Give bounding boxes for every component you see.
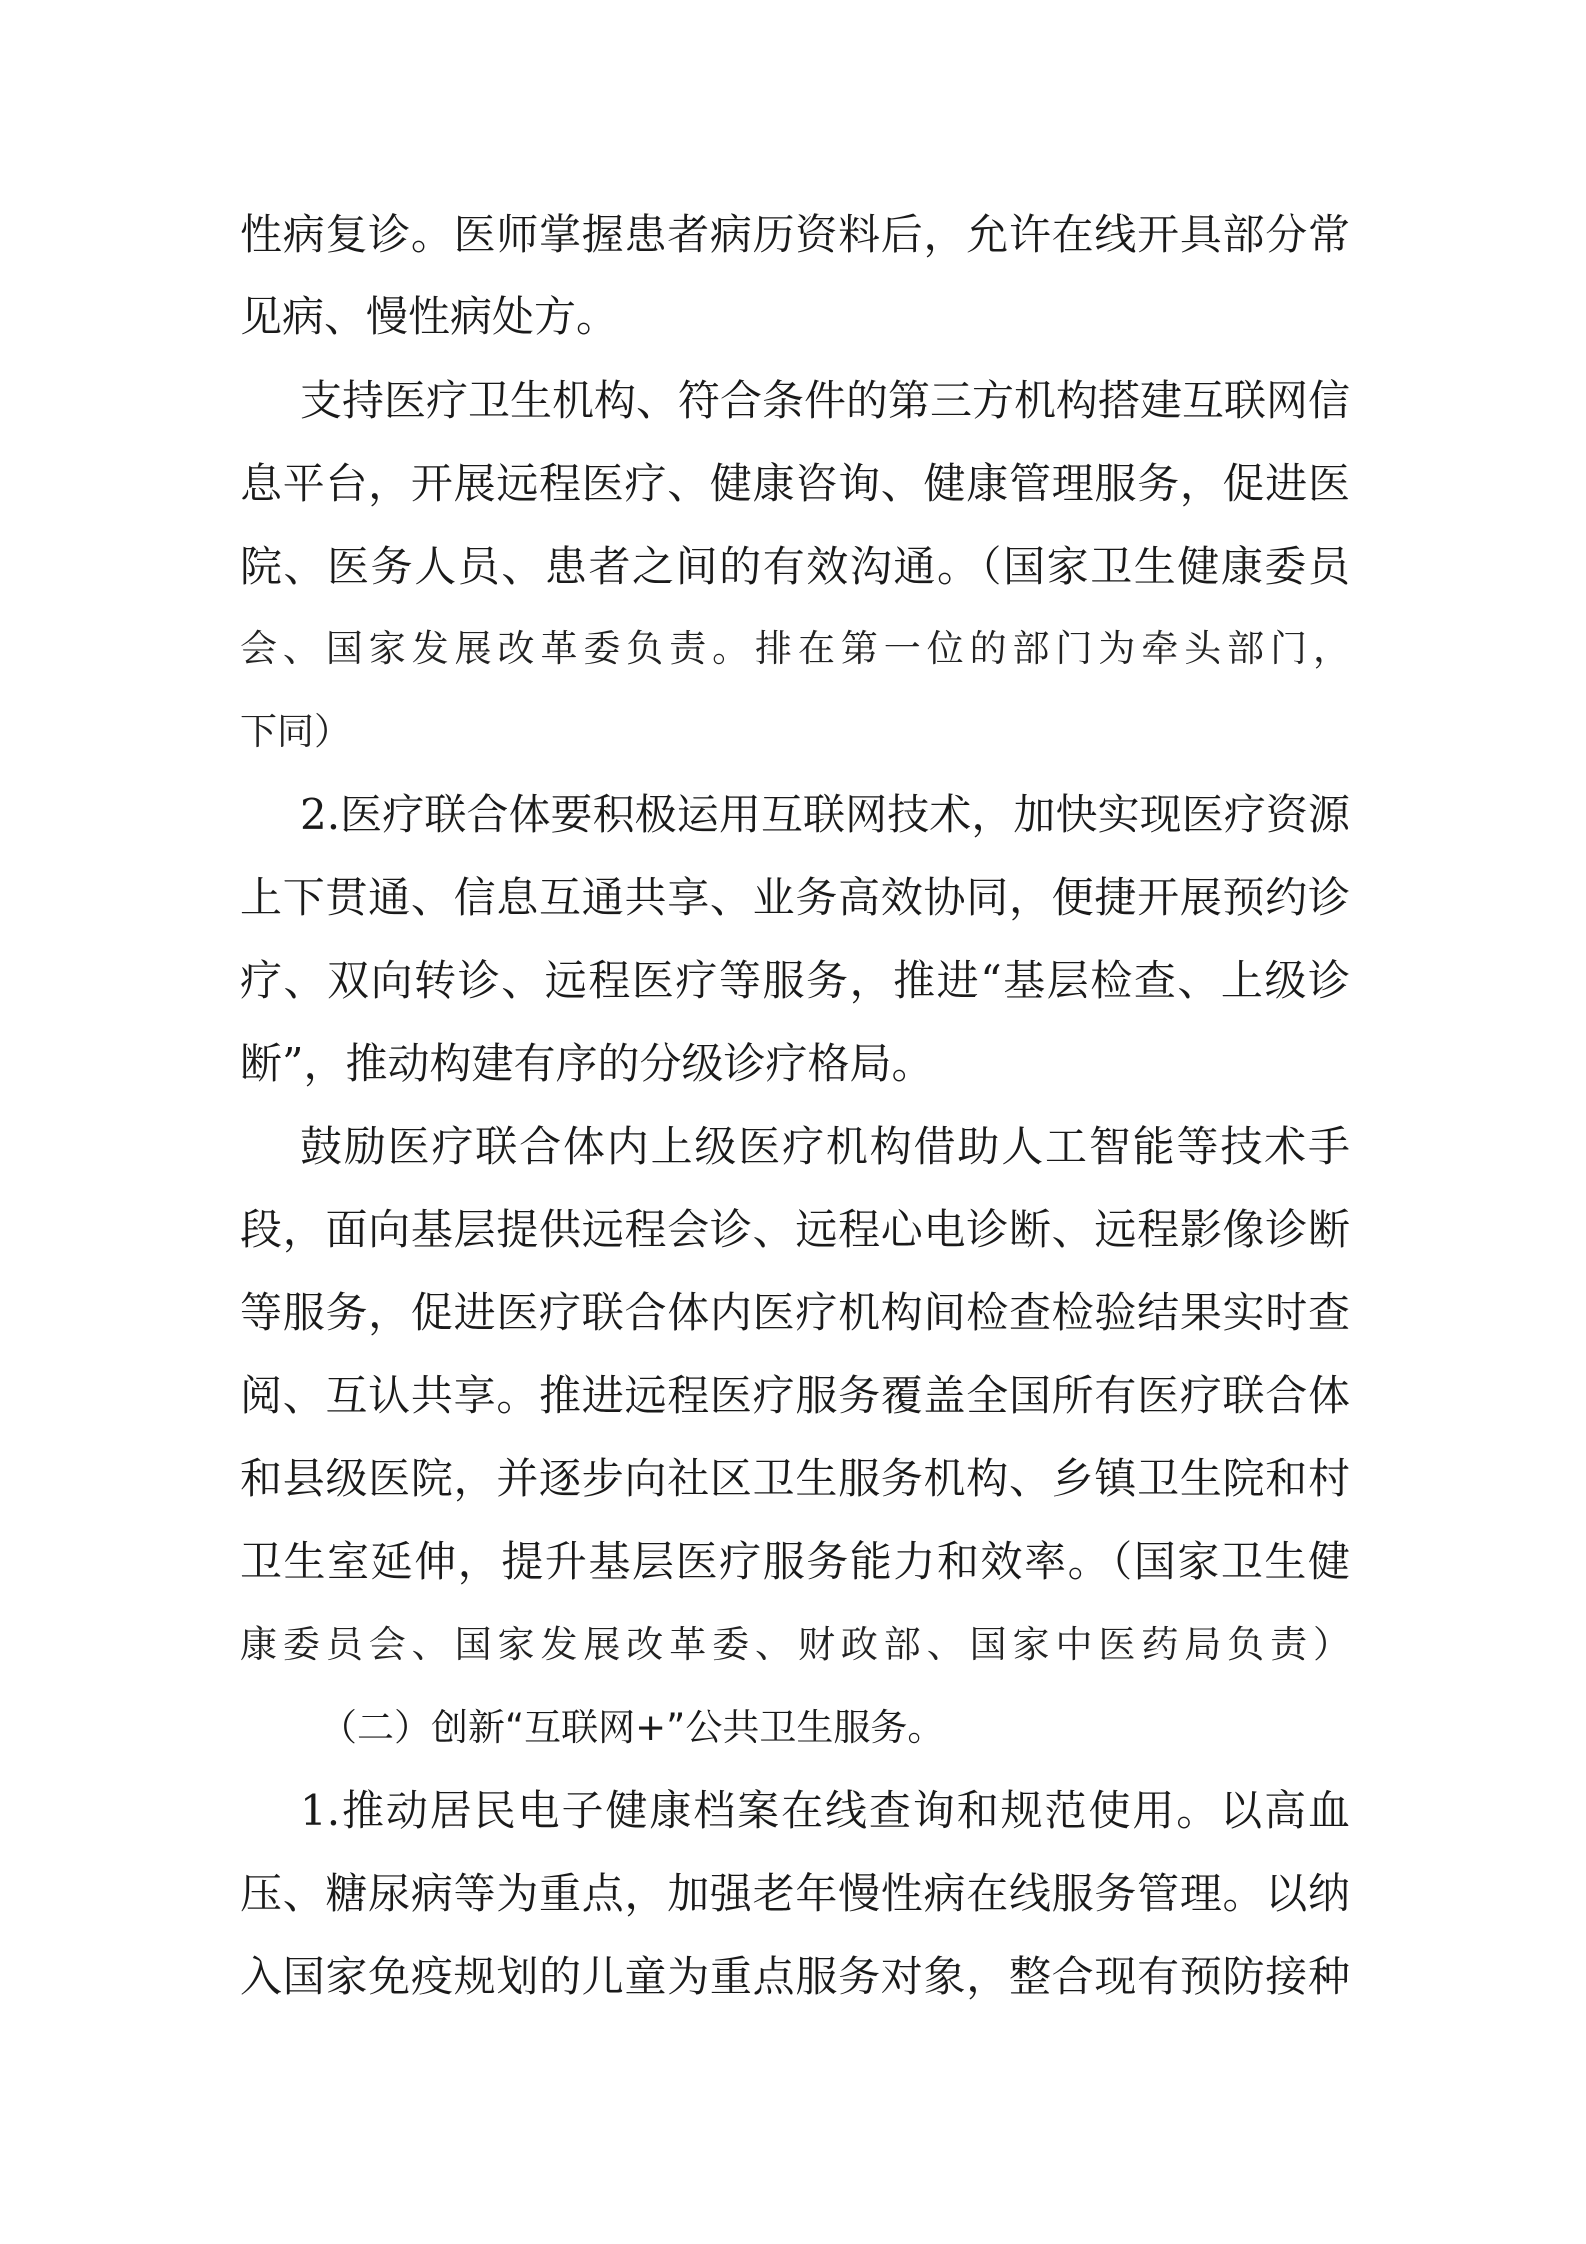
text-line: 入国家免疫规划的儿童为重点服务对象，整合现有预防接种	[240, 1952, 1350, 2001]
text-line: 见病、慢性病处方。	[240, 292, 619, 341]
text-line: 卫生室延伸，提升基层医疗服务能力和效率。（国家卫生健	[240, 1537, 1350, 1586]
text-line: 康委员会、国家发展改革委、财政部、国家中医药局负责）	[240, 1623, 1350, 1666]
text-line: 断”，推动构建有序的分级诊疗格局。	[240, 1039, 934, 1088]
text-line: 性病复诊。医师掌握患者病历资料后，允许在线开具部分常	[240, 210, 1350, 259]
text-line: 上下贯通、信息互通共享、业务高效协同，便捷开展预约诊	[240, 873, 1350, 922]
text-line: 院、医务人员、患者之间的有效沟通。（国家卫生健康委员	[240, 542, 1350, 591]
text-line: 会、国家发展改革委负责。排在第一位的部门为牵头部门，	[240, 627, 1350, 670]
text-line: 1.推动居民电子健康档案在线查询和规范使用。以高血	[300, 1786, 1350, 1835]
text-line: 息平台，开展远程医疗、健康咨询、健康管理服务，促进医	[240, 459, 1350, 508]
text-line: 下同）	[240, 710, 351, 753]
text-line: 疗、双向转诊、远程医疗等服务，推进“基层检查、上级诊	[240, 956, 1350, 1005]
text-line: 和县级医院，并逐步向社区卫生服务机构、乡镇卫生院和村	[240, 1454, 1350, 1503]
text-line: 2.医疗联合体要积极运用互联网技术，加快实现医疗资源	[300, 790, 1350, 839]
text-line: 鼓励医疗联合体内上级医疗机构借助人工智能等技术手	[300, 1122, 1350, 1171]
text-line: 压、糖尿病等为重点，加强老年慢性病在线服务管理。以纳	[240, 1869, 1350, 1918]
text-line: 支持医疗卫生机构、符合条件的第三方机构搭建互联网信	[300, 376, 1351, 425]
text-line: 等服务，促进医疗联合体内医疗机构间检查检验结果实时查	[240, 1288, 1350, 1337]
text-line: 段，面向基层提供远程会诊、远程心电诊断、远程影像诊断	[240, 1205, 1350, 1254]
section-heading: （二）创新“互联网+”公共卫生服务。	[320, 1706, 945, 1749]
text-line: 阅、互认共享。推进远程医疗服务覆盖全国所有医疗联合体	[240, 1371, 1350, 1420]
